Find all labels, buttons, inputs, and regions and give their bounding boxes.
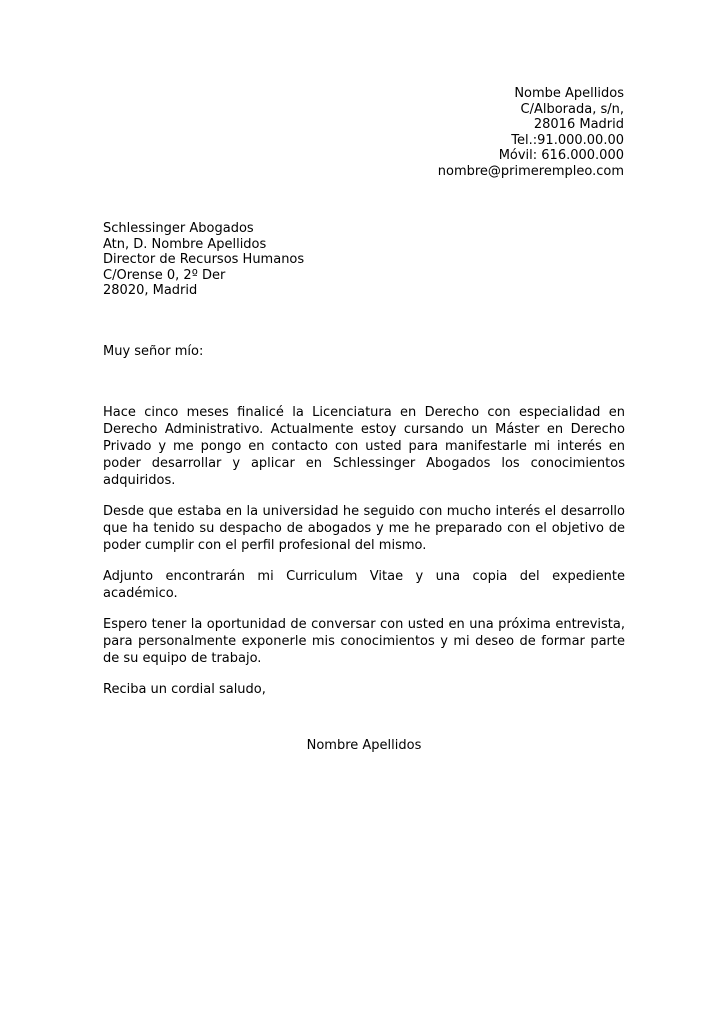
letter-body xyxy=(103,404,625,712)
body-paragraph: Espero tener la oportunidad de conversar con usted en una próxima entrevista, para personalmente exponerle mis conocimientos y mi deseo de formar parte de su equipo de trabajo. xyxy=(103,617,625,666)
body-paragraph: Adjunto encontrarán mi Curriculum Vitae y una copia del expediente académico. xyxy=(103,569,625,601)
recipient-position: Director de Recursos Humanos xyxy=(103,252,305,267)
sender-mobile: Móvil: 616.000.000 xyxy=(498,148,624,163)
greeting: Muy señor mío: xyxy=(103,344,204,359)
sender-phone: Tel.:91.000.00.00 xyxy=(511,132,624,148)
recipient-city: 28020, Madrid xyxy=(103,283,198,298)
recipient-address-block xyxy=(103,221,304,299)
closing-line: Reciba un cordial saludo, xyxy=(103,682,266,697)
sender-city: 28016 Madrid xyxy=(533,117,624,132)
sender-address-block xyxy=(438,86,624,179)
body-paragraph: Hace cinco meses finalicé la Licenciatura en Derecho con especialidad en Derecho Administrativo. Actualmente estoy cursando un Máster en Derecho Privado y me pongo en contacto con usted para manifestarle mi interés en poder desarrollar y aplicar en Schlessinger Abogados los conocimientos adquiridos. xyxy=(103,405,625,488)
sender-email: nombre@primerempleo.com xyxy=(437,163,624,179)
recipient-attention: Atn, D. Nombre Apellidos xyxy=(103,236,267,252)
body-paragraph: Desde que estaba en la universidad he seguido con mucho interés el desarrollo que ha tenido su despacho de abogados y me he preparado con el objetivo de poder cumplir con el perfil profesional del mismo. xyxy=(103,504,625,553)
recipient-company: Schlessinger Abogados xyxy=(103,221,254,236)
sender-street: C/Alborada, s/n, xyxy=(520,101,624,117)
sender-name: Nombe Apellidos xyxy=(514,86,624,101)
recipient-street: C/Orense 0, 2º Der xyxy=(103,267,226,283)
signature-name: Nombre Apellidos xyxy=(306,738,422,753)
